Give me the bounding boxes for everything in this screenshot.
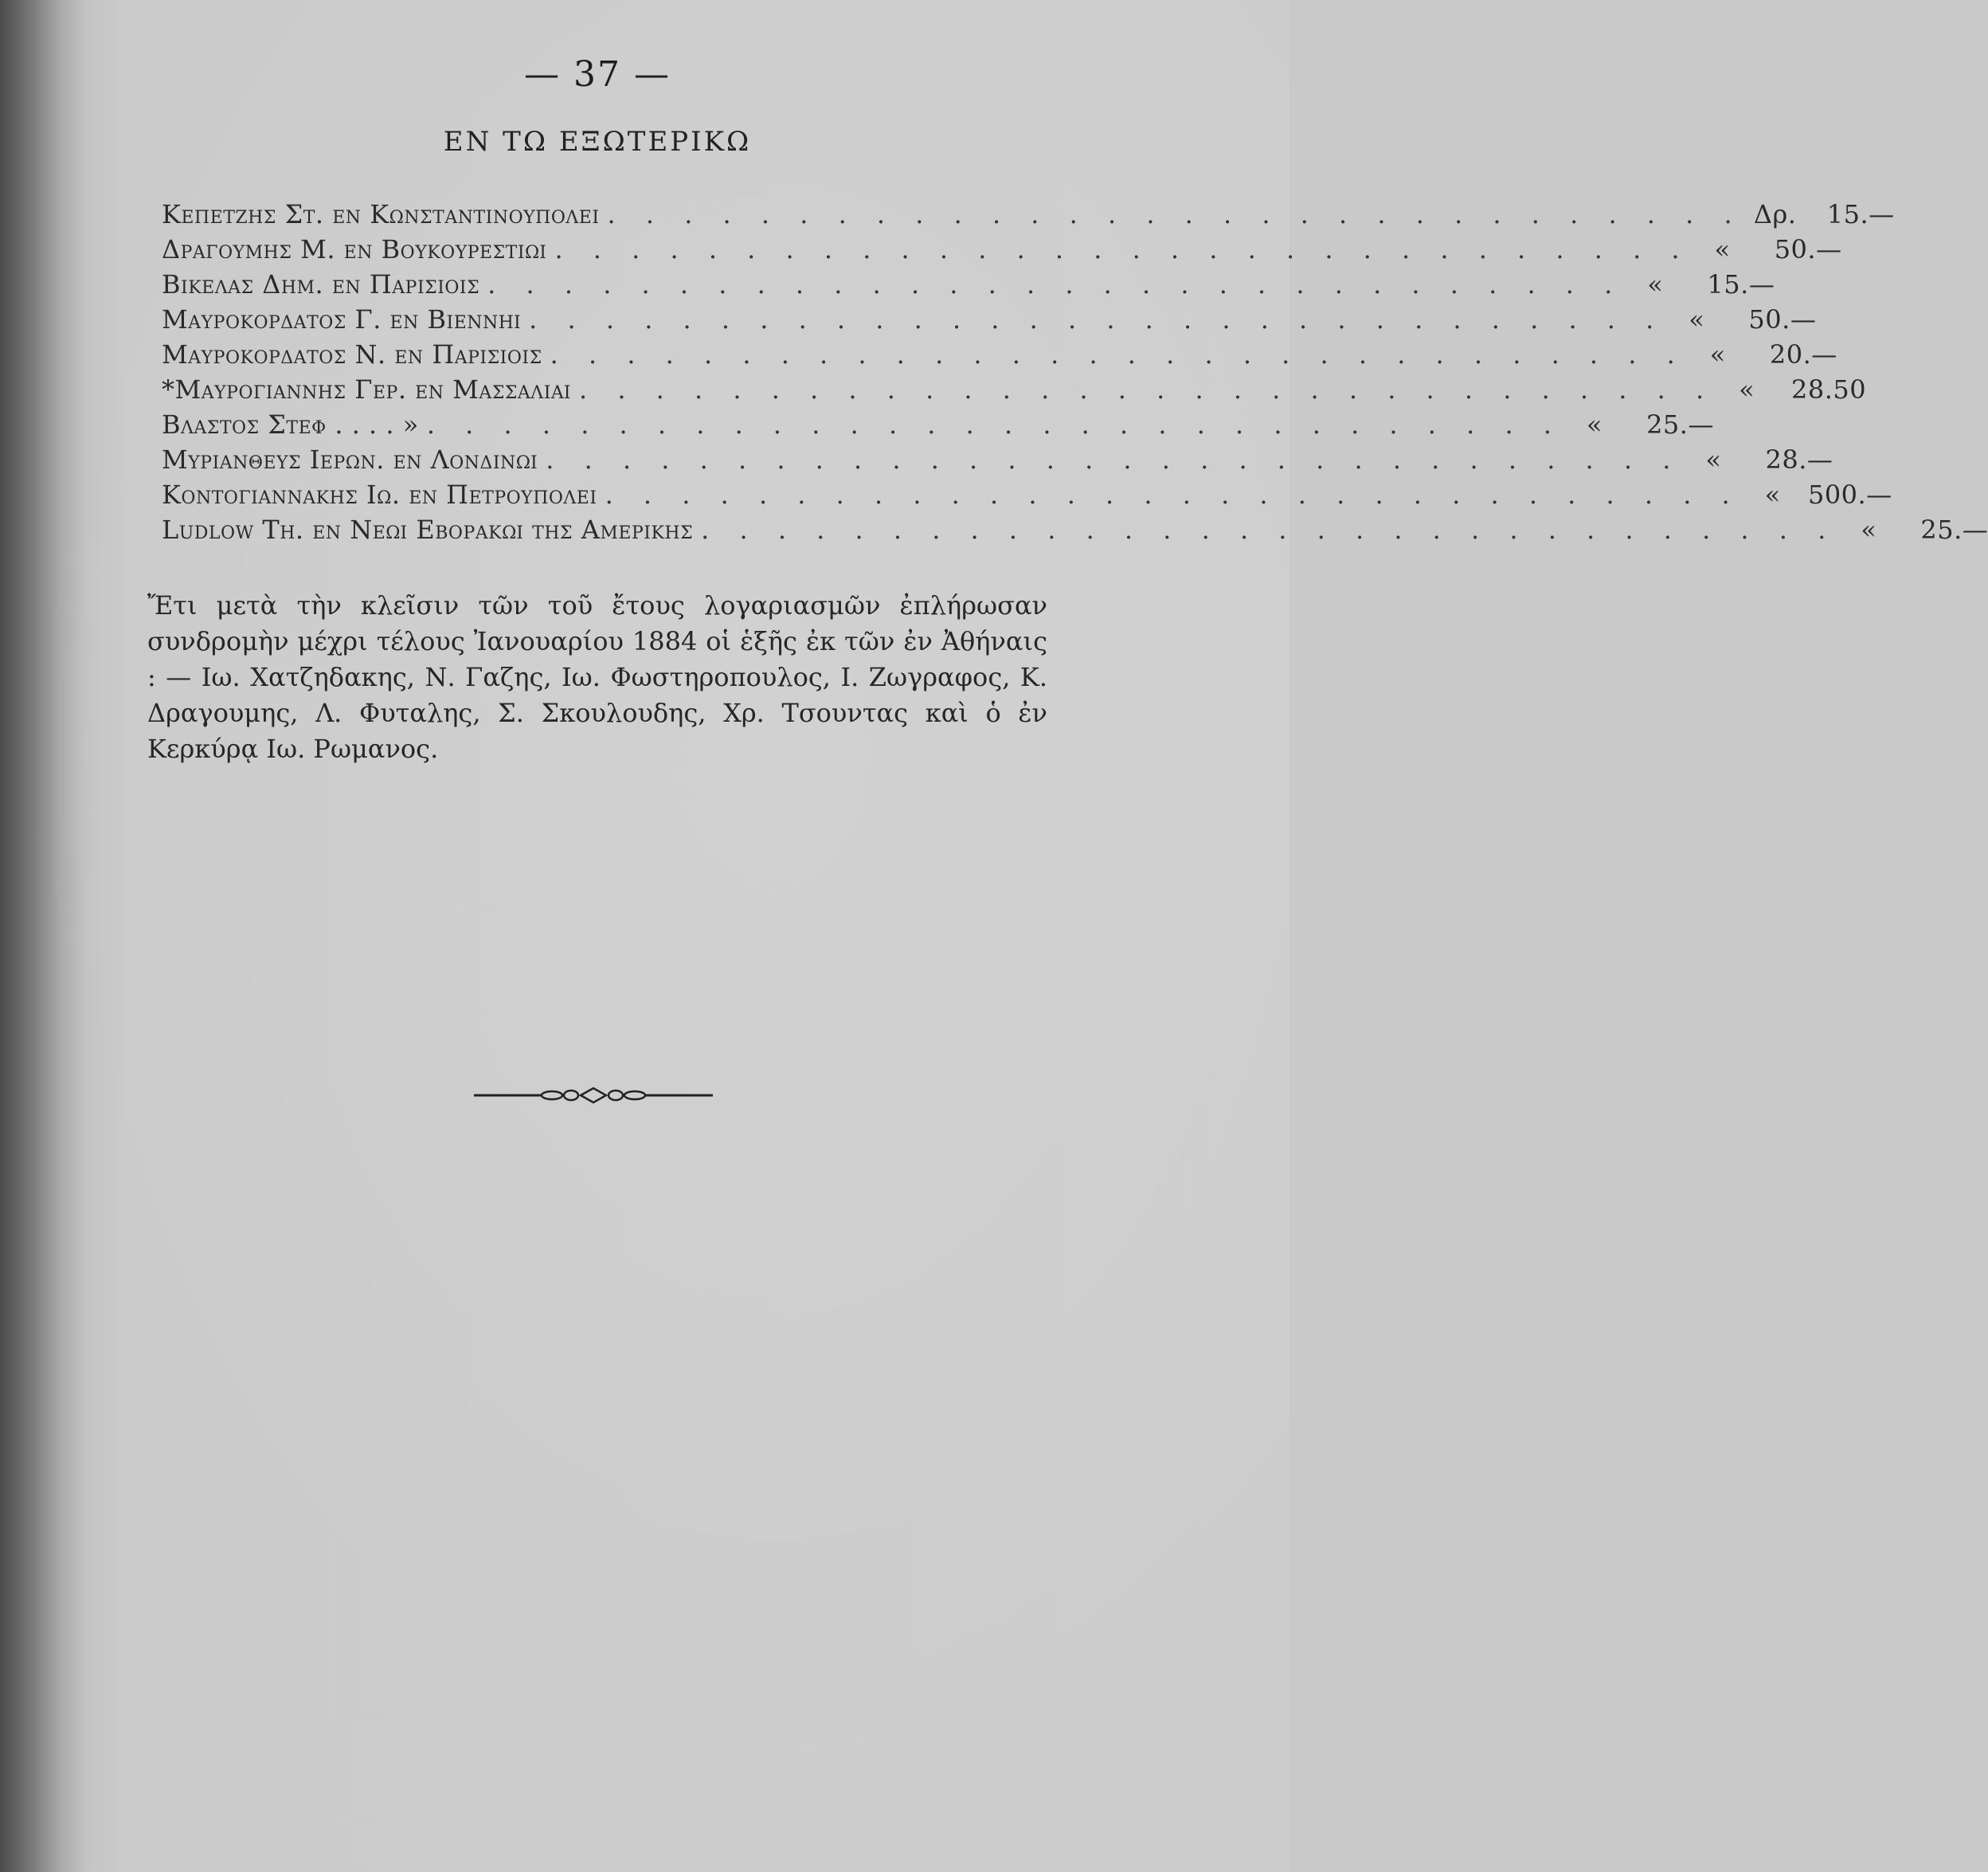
list-item [162, 374, 1867, 409]
list-item [162, 480, 1892, 515]
currency-mark: Δρ. [1753, 199, 1797, 229]
subscriber-name: Μαυροκορδατος Γ. εν Βιεννῃ [162, 304, 522, 335]
subscriber-name: Βικελας Δημ. εν Παρισιοις [162, 269, 480, 300]
amount: 500.— [1807, 480, 1892, 510]
currency-mark: « [1764, 480, 1781, 510]
amount: 15.— [1707, 269, 1775, 300]
dot-leader: . . . . . . . . . . . . . . . . . . . . . . . . . . . . . . [550, 339, 1686, 370]
list-item [162, 304, 1817, 339]
subscriber-name: Κεπετζης Στ. εν Κωνσταντινουπολει [162, 199, 600, 229]
currency-mark: « [1586, 409, 1603, 440]
ornamental-divider [474, 1083, 713, 1107]
dot-leader: . . . . . . . . . . . . . . . . . . . . . . . . . . . . . . [554, 234, 1691, 264]
amount: 28.50 [1791, 374, 1867, 405]
supplementary-note: Ἔτι μετὰ τὴν κλεῖσιν τῶν τοῦ ἔτους λογαριασμῶν ἐπλήρωσαν συνδρομὴν μέχρι τέλους Ἰανουαρίου 1884 οἱ ἑξῆς ἐκ τῶν ἐν Ἀθήναις : — Ιω. Χατζηδακης, Ν. Γαζης, Ιω. Φωστηροπουλος, Ι. Ζωγραφος, Κ. Δραγουμης, Λ. Φυταλης, Σ. Σκουλουδης, Χρ. Τσουντας καὶ ὁ ἐν Κερκύρᾳ Ιω. Ρωμανος. [147, 590, 1047, 764]
currency-mark: « [1709, 339, 1726, 370]
list-item [162, 445, 1833, 480]
currency-mark: « [1705, 445, 1722, 475]
dot-leader: . . . . . . . . . . . . . . . . . . . . . . . . . . . . . . [487, 269, 1624, 300]
amount: 28.— [1765, 445, 1833, 475]
amount: 50.— [1774, 234, 1842, 264]
subscriber-name: *Μαυρογιαννης Γερ. εν Μασσαλιᾳ [162, 374, 571, 405]
amount: 25.— [1646, 409, 1714, 440]
currency-mark: « [1689, 304, 1705, 335]
section-title: ΕΝ ΤΩ ΕΞΩΤΕΡΙΚΩ [443, 126, 752, 158]
amount: 15.— [1826, 199, 1895, 229]
subscriber-name: Βλαστος Στεφ . . . . » [162, 409, 419, 440]
currency-mark: « [1739, 374, 1755, 405]
dot-leader: . . . . . . . . . . . . . . . . . . . . . . . . . . . . . . [529, 304, 1665, 335]
subscriber-list [162, 199, 1988, 550]
dot-leader: . . . . . . . . . . . . . . . . . . . . . . . . . . . . . . [701, 515, 1837, 545]
list-item [162, 409, 1714, 445]
dot-leader: . . . . . . . . . . . . . . . . . . . . . . . . . . . . . . [578, 374, 1716, 405]
amount: 25.— [1920, 515, 1988, 545]
list-item [162, 234, 1842, 269]
currency-mark: « [1647, 269, 1664, 300]
subscriber-name: Μαυροκορδατος Ν. εν Παρισιοις [162, 339, 542, 370]
currency-mark: « [1861, 515, 1877, 545]
amount: 50.— [1748, 304, 1817, 335]
dot-leader: . . . . . . . . . . . . . . . . . . . . . . . . . . . . . . [546, 445, 1682, 475]
list-item [162, 199, 1895, 234]
dot-leader: . . . . . . . . . . . . . . . . . . . . . . . . . . . . . . [426, 409, 1563, 440]
subscriber-name: Κοντογιαννακης Ιω. εν Πετρουπολει [162, 480, 597, 510]
list-item [162, 515, 1988, 550]
subscriber-name: Ludlow Th. εν Νεῳ Εβορακῳ της Αμερικης [162, 515, 694, 545]
dot-leader: . . . . . . . . . . . . . . . . . . . . . . . . . . . . . . [605, 480, 1741, 510]
list-item [162, 339, 1837, 374]
list-item [162, 269, 1775, 304]
subscriber-name: Μυριανθευς Ιερων. εν Λονδινῳ [162, 445, 538, 475]
dot-leader: . . . . . . . . . . . . . . . . . . . . . . . . . . . . . . [607, 199, 1743, 229]
subscriber-name: Δραγουμης Μ. εν Βουκουρεστιῳ [162, 234, 547, 264]
currency-mark: « [1714, 234, 1731, 264]
page-number: — 37 — [524, 54, 671, 95]
amount: 20.— [1769, 339, 1837, 370]
